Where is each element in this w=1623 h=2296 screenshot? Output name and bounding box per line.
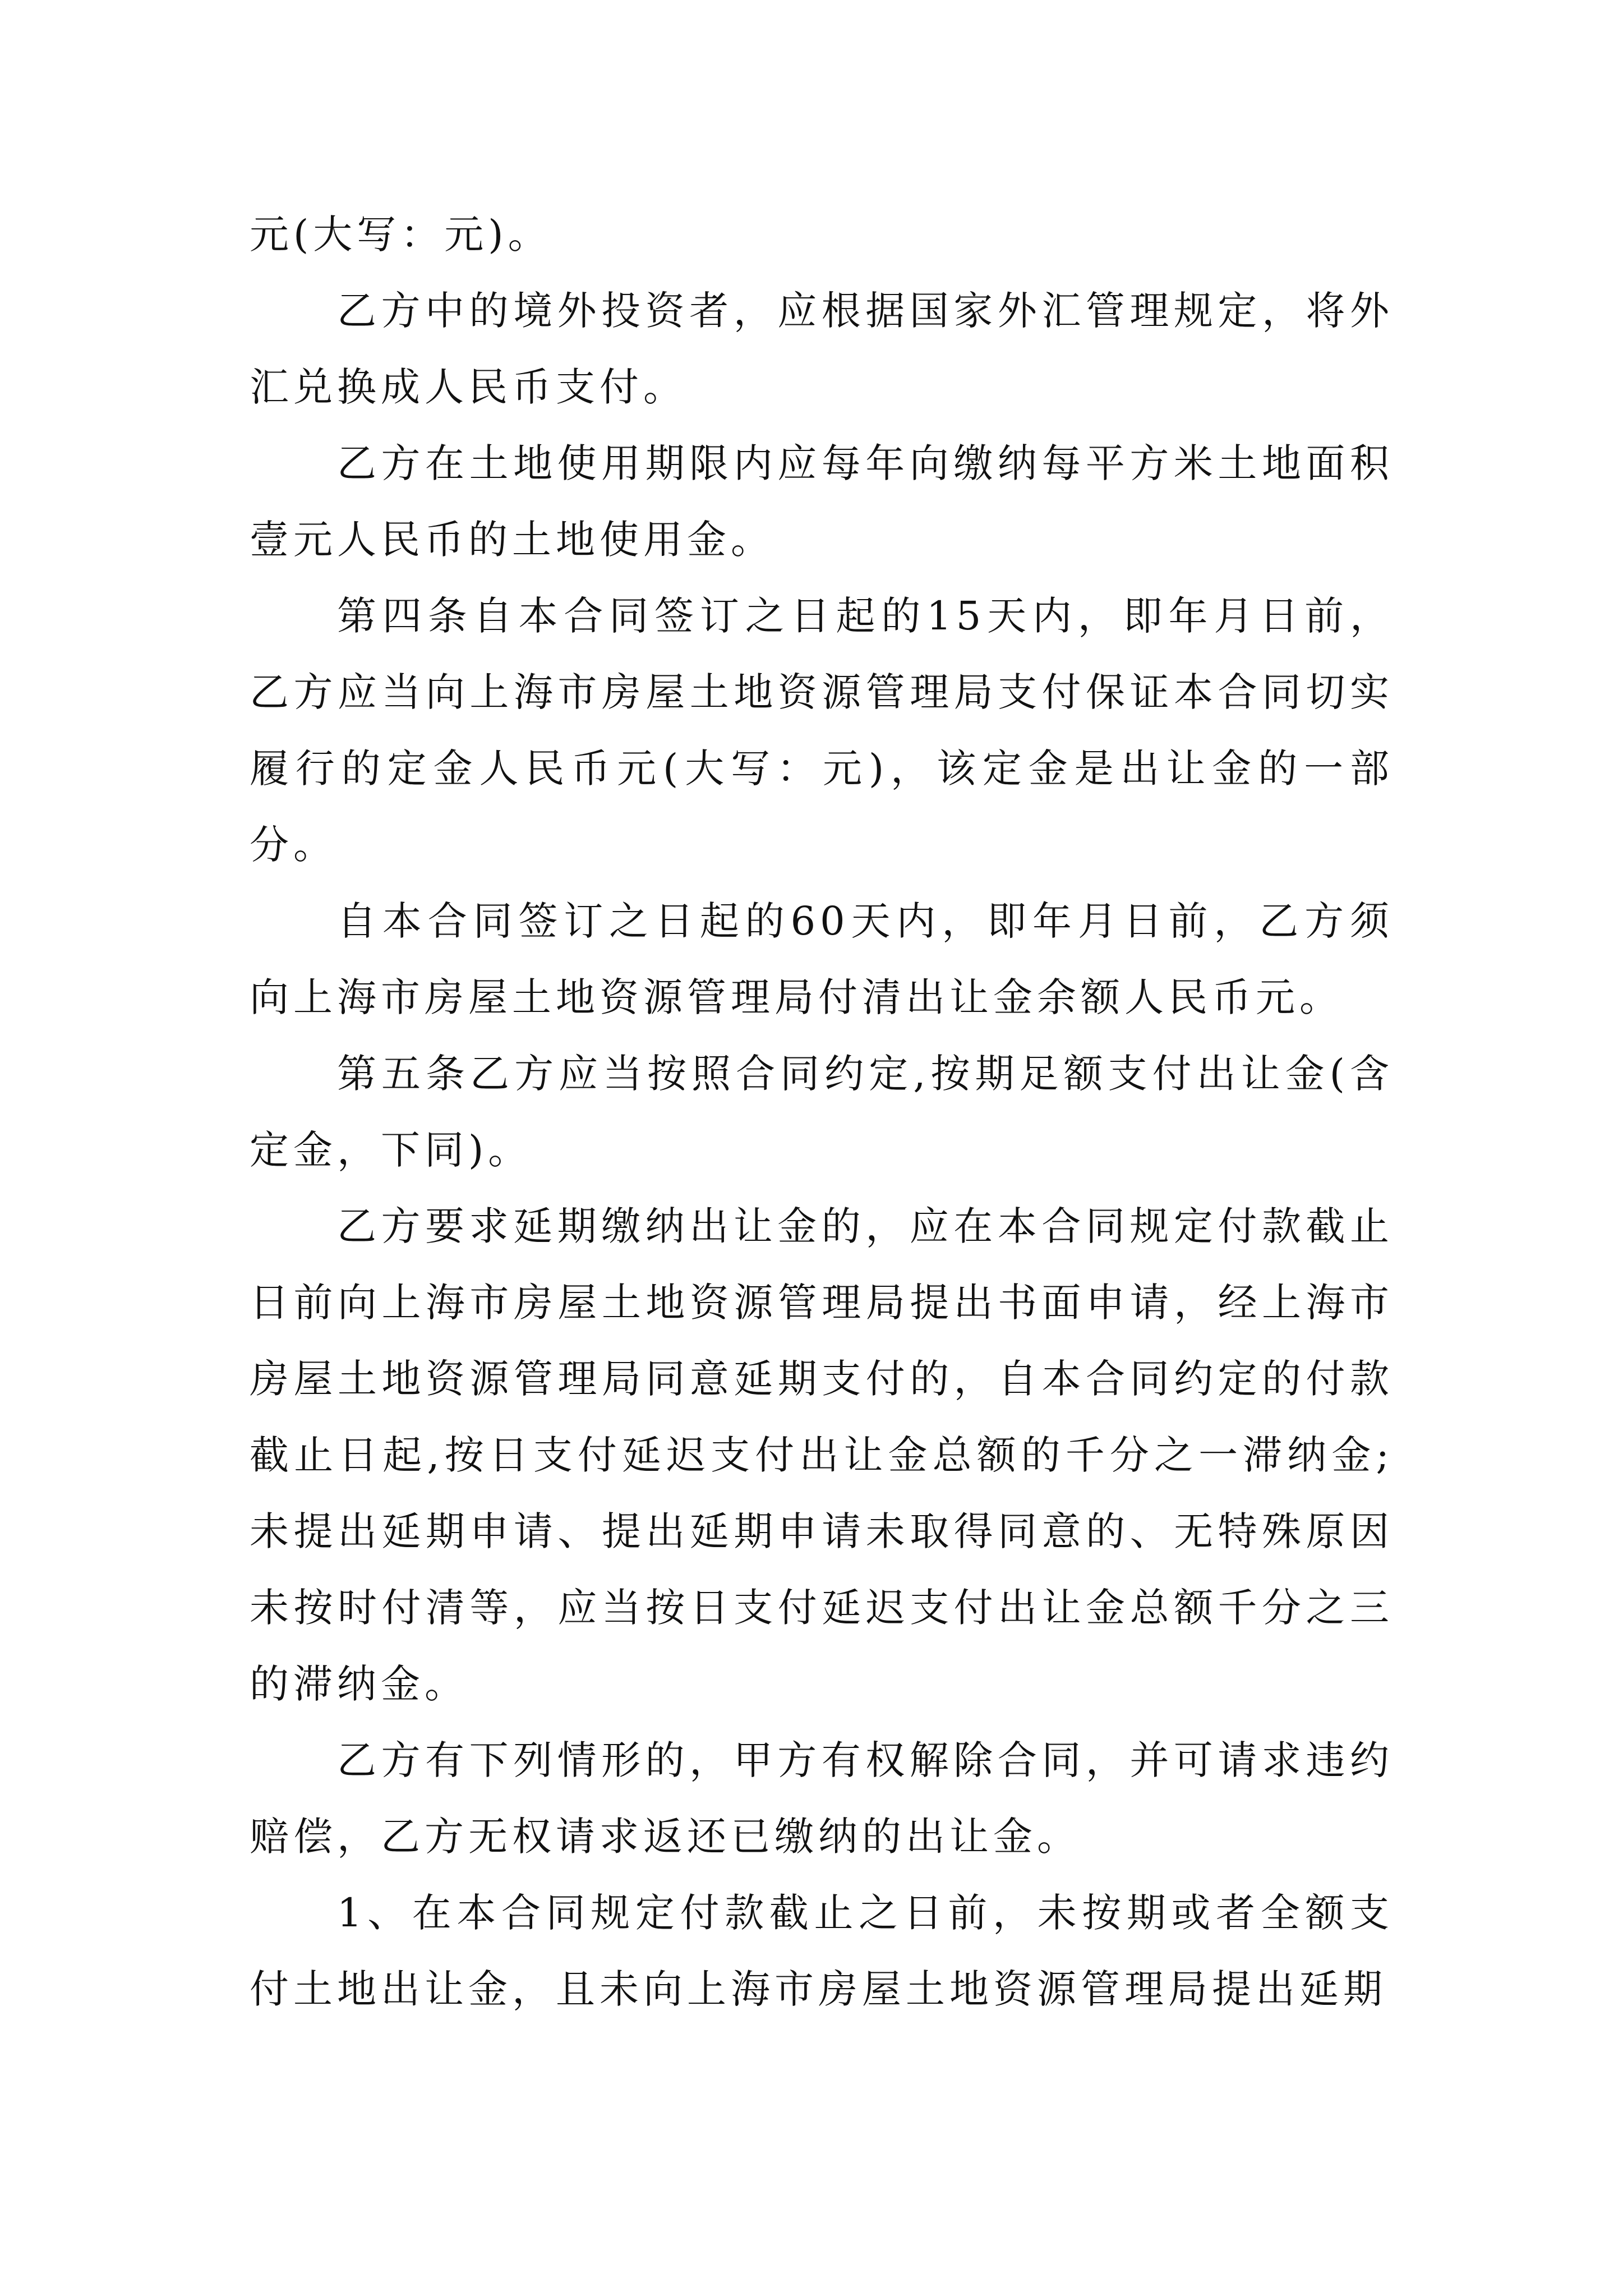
paragraph-termination-rights: 乙方有下列情形的，甲方有权解除合同，并可请求违约赔偿，乙方无权请求返还已缴纳的出让金。 xyxy=(250,1737,1394,1860)
paragraph-balance-payment: 自本合同签订之日起的60天内，即年月日前，乙方须向上海市房屋土地资源管理局付清出让金余额人民币元。 xyxy=(250,898,1394,1020)
paragraph-late-payment: 乙方要求延期缴纳出让金的，应在本合同规定付款截止日前向上海市房屋土地资源管理局提出书面申请，经上海市房屋土地资源管理局同意延期支付的，自本合同约定的付款截止日起,按日支付延迟支付出让金总额的千分之一滞纳金;未提出延期申请、提出延期申请未取得同意的、无特殊原因未按时付清等，应当按日支付延迟支付出让金总额千分之三的滞纳金。 xyxy=(250,1203,1394,1707)
paragraph-land-use-fee: 乙方在土地使用期限内应每年向缴纳每平方米土地面积壹元人民币的土地使用金。 xyxy=(250,440,1394,563)
paragraph-article-5: 第五条乙方应当按照合同约定,按期足额支付出让金(含定金，下同)。 xyxy=(250,1051,1394,1173)
paragraph-clause-1: 1、在本合同规定付款截止之日前，未按期或者全额支付土地出让金，且未向上海市房屋土地资源管理局提出延期 xyxy=(250,1890,1394,2012)
document-body xyxy=(250,196,1394,2027)
paragraph-foreign-investor: 乙方中的境外投资者，应根据国家外汇管理规定，将外汇兑换成人民币支付。 xyxy=(250,288,1394,410)
paragraph-continuation: 元(大写：元)。 xyxy=(250,211,552,257)
paragraph-article-4: 第四条自本合同签订之日起的15天内，即年月日前，乙方应当向上海市房屋土地资源管理局支付保证本合同切实履行的定金人民币元(大写：元)，该定金是出让金的一部分。 xyxy=(250,593,1394,868)
